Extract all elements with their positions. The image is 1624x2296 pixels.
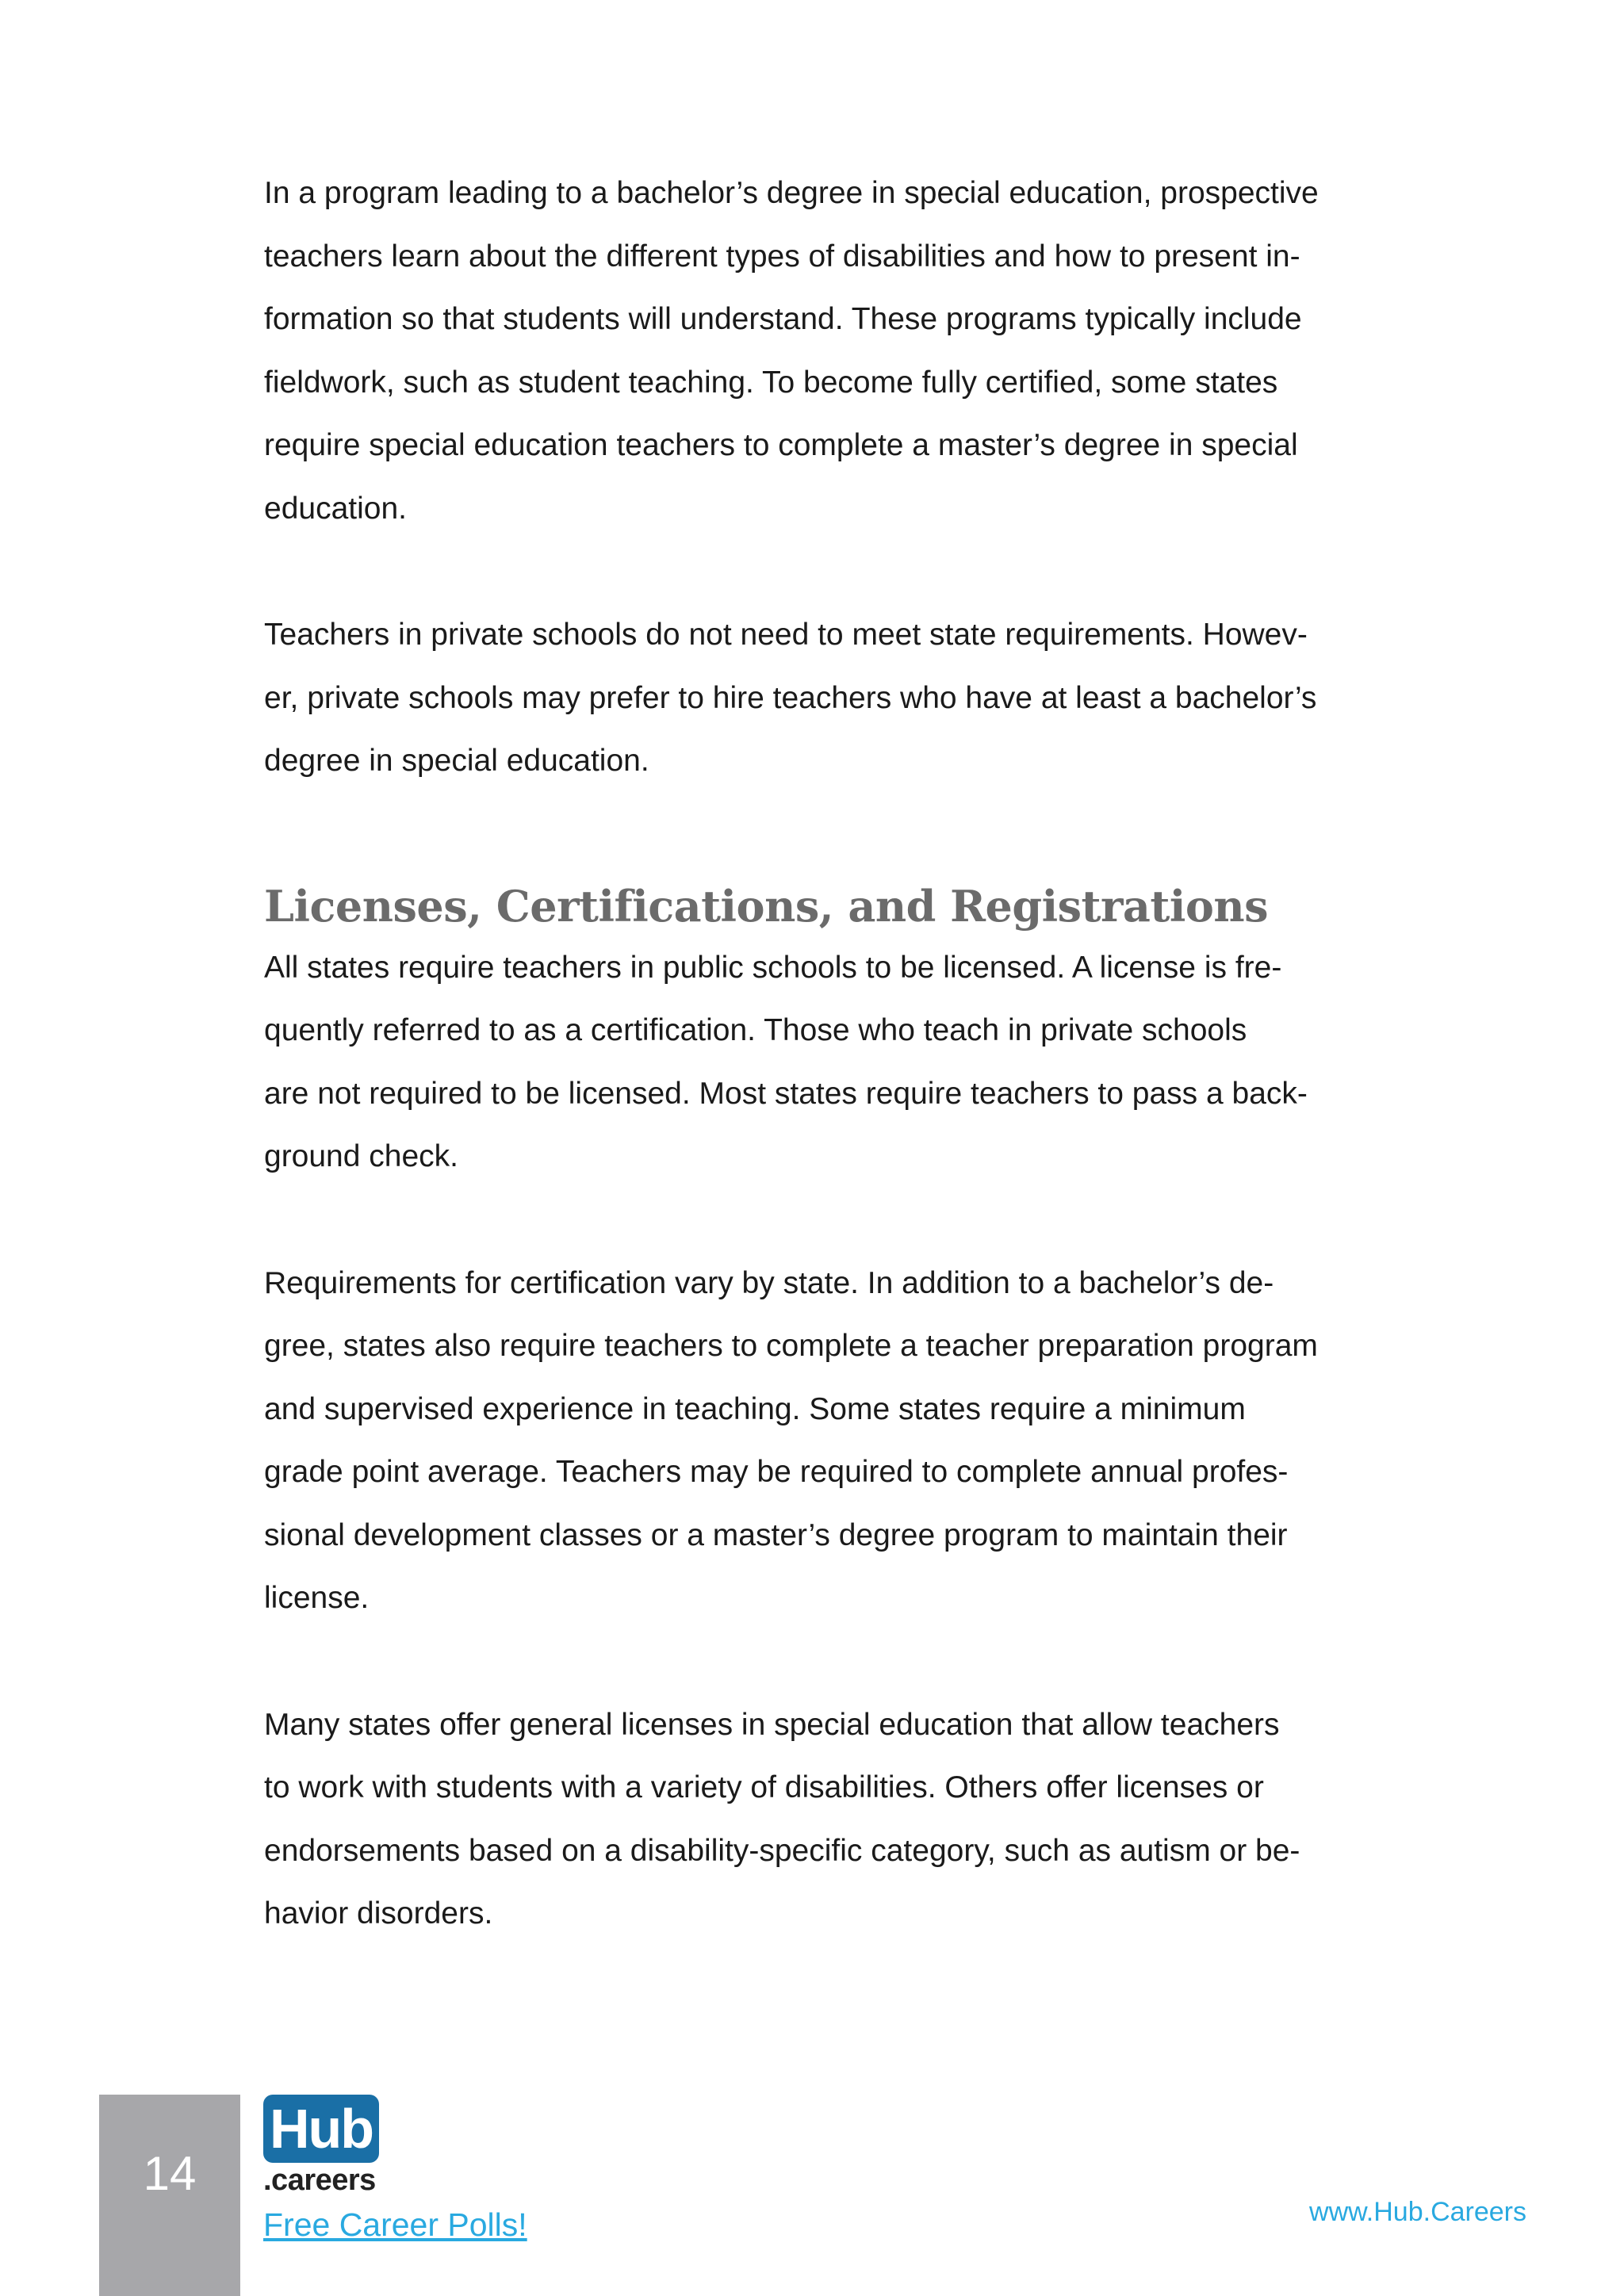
text-line: education. — [264, 491, 407, 526]
text-line: All states require teachers in public schools to be licensed. A license is fre- — [264, 950, 1282, 985]
section-heading: Licenses, Certifications, and Registrations — [264, 880, 1269, 932]
text-line: license. — [264, 1581, 370, 1615]
paragraph-licenses-1 — [264, 936, 1390, 1188]
text-line: gree, states also require teachers to complete a teacher preparation program — [264, 1329, 1318, 1363]
text-line: sional development classes or a master’s degree program to maintain their — [264, 1517, 1288, 1552]
paragraph-spacer — [264, 1188, 1390, 1252]
text-line: endorsements based on a disability-specific category, such as autism or be- — [264, 1833, 1300, 1868]
text-line: fieldwork, such as student teaching. To become fully certified, some states — [264, 365, 1278, 400]
page-number: 14 — [143, 2147, 197, 2200]
text-line: Requirements for certification vary by state. In addition to a bachelor’s de- — [264, 1265, 1274, 1300]
text-line: formation so that students will understand. These programs typically include — [264, 302, 1302, 336]
page-number-box — [99, 2095, 240, 2296]
text-line: havior disorders. — [264, 1896, 493, 1931]
text-line: quently referred to as a certification. Those who teach in private schools — [264, 1013, 1247, 1047]
section-spacer — [264, 793, 1390, 876]
paragraph-intro-1 — [264, 162, 1390, 540]
logo-mark: Hub — [263, 2095, 379, 2163]
paragraph-intro-2 — [264, 603, 1390, 793]
page-content — [264, 162, 1390, 1946]
text-line: to work with students with a variety of disabilities. Others offer licenses or — [264, 1770, 1264, 1804]
paragraph-licenses-3 — [264, 1693, 1390, 1946]
text-line: degree in special education. — [264, 744, 649, 778]
text-line: and supervised experience in teaching. Some states require a minimum — [264, 1391, 1246, 1426]
paragraph-licenses-2 — [264, 1252, 1390, 1630]
text-line: teachers learn about the different types of disabilities and how to present in- — [264, 239, 1300, 274]
paragraph-spacer — [264, 540, 1390, 603]
text-line: Teachers in private schools do not need to meet state requirements. Howev- — [264, 618, 1308, 652]
site-url[interactable]: www.Hub.Careers — [1309, 2197, 1526, 2227]
text-line: er, private schools may prefer to hire teachers who have at least a bachelor’s — [264, 680, 1317, 715]
text-line: grade point average. Teachers may be required to complete annual profes- — [264, 1455, 1289, 1489]
text-line: require special education teachers to complete a master’s degree in special — [264, 428, 1298, 462]
text-line: Many states offer general licenses in special education that allow teachers — [264, 1707, 1280, 1742]
paragraph-spacer — [264, 1630, 1390, 1693]
text-line: are not required to be licensed. Most states require teachers to pass a back- — [264, 1076, 1308, 1111]
text-line: In a program leading to a bachelor’s degree in special education, prospective — [264, 176, 1319, 210]
logo-subtext: .careers — [263, 2164, 376, 2197]
free-career-polls-link[interactable]: Free Career Polls! — [263, 2206, 527, 2243]
hub-careers-logo[interactable] — [263, 2095, 379, 2196]
text-line: ground check. — [264, 1139, 458, 1173]
